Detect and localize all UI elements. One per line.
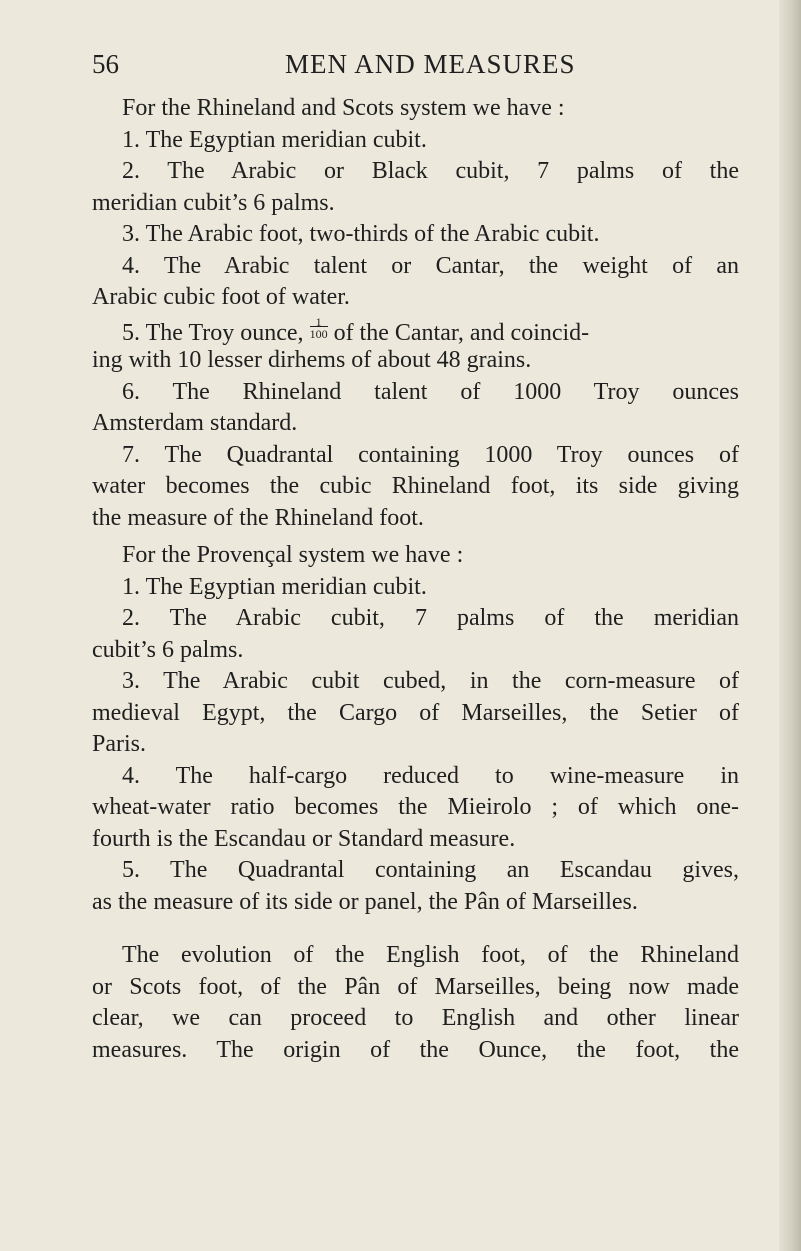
fraction: [310, 314, 328, 340]
text-line: meridian cubit’s 6 palms.: [92, 189, 335, 216]
text-line: [92, 314, 739, 346]
text-segment: 5. The Troy ounce,: [122, 319, 304, 346]
fraction-denominator: 100: [309, 326, 328, 341]
text-line: Amsterdam standard.: [92, 410, 298, 436]
fraction-numerator: 1: [315, 314, 322, 329]
text-line: as the measure of its side or panel, the Pân of Marseilles.: [92, 888, 638, 915]
text-line: cubit’s 6 palms.: [92, 636, 244, 663]
text-line: 7. The Quadrantal containing 1000 Troy ounces of: [122, 441, 739, 468]
page-header: [92, 44, 712, 84]
text-line: or Scots foot, of the Pân of Marseilles, being now made: [92, 973, 739, 1000]
text-line: wheat-water ratio becomes the Mieirolo ; of which one-: [92, 794, 739, 820]
text-line: the measure of the Rhineland foot.: [92, 504, 424, 531]
text-line: medieval Egypt, the Cargo of Marseilles, the Setier of: [92, 699, 739, 726]
text-line: The evolution of the English foot, of the Rhineland: [122, 942, 739, 968]
text-line: 6. The Rhineland talent of 1000 Troy ounces: [122, 378, 739, 405]
text-line: Paris.: [92, 731, 146, 757]
text-segment: of the Cantar, and coincid-: [333, 319, 590, 346]
text-line: water becomes the cubic Rhineland foot, its side giving: [92, 473, 739, 499]
text-line: 1. The Egyptian meridian cubit.: [122, 126, 427, 153]
text-line: ing with 10 lesser dirhems of about 48 grains.: [92, 347, 532, 373]
page-edge-shadow: [779, 0, 801, 1251]
text-line: For the Rhineland and Scots system we have :: [122, 95, 565, 121]
text-line: 3. The Arabic foot, two-thirds of the Arabic cubit.: [122, 221, 600, 247]
text-line: measures. The origin of the Ounce, the foot, the: [92, 1036, 739, 1063]
text-line: clear, we can proceed to English and other linear: [92, 1005, 739, 1031]
text-line: For the Provençal system we have :: [122, 542, 464, 568]
text-line: 4. The Arabic talent or Cantar, the weight of an: [122, 252, 739, 279]
text-line: 4. The half-cargo reduced to wine-measure in: [122, 762, 739, 789]
text-line: 2. The Arabic cubit, 7 palms of the meridian: [122, 605, 739, 631]
text-line: 2. The Arabic or Black cubit, 7 palms of the: [122, 158, 739, 184]
text-line: fourth is the Escandau or Standard measure.: [92, 825, 516, 852]
text-line: 3. The Arabic cubit cubed, in the corn-measure of: [122, 668, 739, 694]
text-line: 5. The Quadrantal containing an Escandau gives,: [122, 857, 739, 883]
body-text: [92, 93, 739, 1066]
running-title: MEN AND MEASURES: [285, 49, 576, 79]
text-line: 1. The Egyptian meridian cubit.: [122, 573, 427, 600]
text-line: Arabic cubic foot of water.: [92, 284, 350, 310]
page-number: 56: [92, 49, 119, 79]
